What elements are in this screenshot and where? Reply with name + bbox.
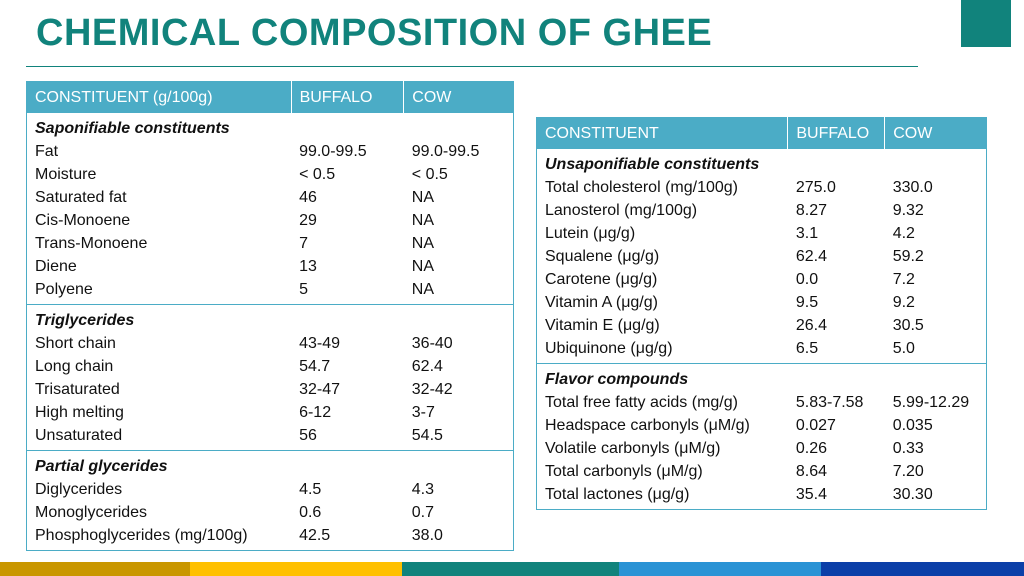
- buffalo-value: 5: [299, 281, 308, 298]
- cow-value: NA: [411, 258, 435, 275]
- table-row: [537, 268, 987, 291]
- table-row: [537, 245, 987, 268]
- buffalo-value: 13: [299, 258, 317, 275]
- footer-stripe-5: [821, 562, 1024, 576]
- saponifiable-composition-table: [26, 81, 514, 551]
- table-section: [537, 364, 987, 510]
- cow-value: 0.7: [411, 504, 435, 521]
- buffalo-value: 6.5: [795, 340, 819, 357]
- cow-value: NA: [411, 189, 435, 206]
- cow-value: NA: [411, 235, 435, 252]
- buffalo-value: 26.4: [795, 317, 827, 334]
- constituent-cell: Long chain: [35, 358, 114, 375]
- constituent-cell: Trisaturated: [35, 381, 120, 398]
- cow-value: 0.035: [892, 417, 933, 434]
- table-row: [537, 199, 987, 222]
- constituent-cell: Moisture: [35, 166, 97, 183]
- section-heading-row: [27, 451, 514, 479]
- table-section: [27, 113, 514, 305]
- buffalo-value: 42.5: [299, 527, 331, 544]
- constituent-cell: Monoglycerides: [35, 504, 148, 521]
- table-row: [537, 314, 987, 337]
- cow-value: 59.2: [892, 248, 924, 265]
- constituent-cell: Lutein (μg/g): [545, 225, 636, 242]
- corner-accent-square: [961, 0, 1011, 47]
- table-row: [27, 424, 514, 451]
- table-row: [27, 209, 514, 232]
- buffalo-value: 0.027: [795, 417, 836, 434]
- constituent-cell: Ubiquinone (μg/g): [545, 340, 673, 357]
- constituent-cell: Lanosterol (mg/100g): [545, 202, 698, 219]
- table-section: [537, 149, 987, 364]
- constituent-cell: Total lactones (μg/g): [545, 486, 690, 503]
- buffalo-value: < 0.5: [299, 166, 336, 183]
- buffalo-value: 99.0-99.5: [299, 143, 367, 160]
- constituent-cell: Vitamin A (μg/g): [545, 294, 658, 311]
- cow-value: 3-7: [411, 404, 435, 421]
- cow-value: 32-42: [411, 381, 453, 398]
- cow-value: 30.30: [892, 486, 933, 503]
- cow-value: 4.3: [411, 481, 435, 498]
- buffalo-value: 35.4: [795, 486, 827, 503]
- cow-value: 9.32: [892, 202, 924, 219]
- constituent-cell: High melting: [35, 404, 124, 421]
- table-row: [537, 437, 987, 460]
- buffalo-value: 8.64: [795, 463, 827, 480]
- table-row: [27, 278, 514, 305]
- table-header-row: [537, 118, 987, 150]
- header-cow: COW: [404, 82, 514, 114]
- buffalo-value: 9.5: [795, 294, 819, 311]
- buffalo-value: 4.5: [299, 481, 322, 498]
- buffalo-value: 0.0: [795, 271, 819, 288]
- section-heading: Triglycerides: [27, 305, 514, 333]
- buffalo-value: 29: [299, 212, 317, 229]
- table-row: [27, 524, 514, 551]
- constituent-cell: Short chain: [35, 335, 116, 352]
- footer-stripe-2: [190, 562, 402, 576]
- table-row: [537, 483, 987, 510]
- table-row: [537, 176, 987, 199]
- buffalo-value: 46: [299, 189, 317, 206]
- buffalo-value: 8.27: [795, 202, 827, 219]
- buffalo-value: 5.83-7.58: [795, 394, 864, 411]
- table-row: [537, 414, 987, 437]
- constituent-cell: Volatile carbonyls (μM/g): [545, 440, 721, 457]
- buffalo-value: 0.26: [795, 440, 827, 457]
- buffalo-value: 6-12: [299, 404, 332, 421]
- table-row: [27, 378, 514, 401]
- cow-value: 38.0: [411, 527, 443, 544]
- table-row: [27, 186, 514, 209]
- buffalo-value: 7: [299, 235, 308, 252]
- unsaponifiable-composition-table: [536, 117, 987, 510]
- constituent-cell: Vitamin E (μg/g): [545, 317, 660, 334]
- cow-value: 4.2: [892, 225, 915, 242]
- constituent-cell: Carotene (μg/g): [545, 271, 658, 288]
- buffalo-value: 54.7: [299, 358, 331, 375]
- table-row: [537, 391, 987, 414]
- constituent-cell: Saturated fat: [35, 189, 127, 206]
- cow-value: 330.0: [892, 179, 933, 196]
- table-row: [537, 291, 987, 314]
- table-section: [27, 305, 514, 451]
- constituent-cell: Cis-Monoene: [35, 212, 131, 229]
- cow-value: 7.2: [892, 271, 915, 288]
- buffalo-value: 62.4: [795, 248, 827, 265]
- buffalo-value: 32-47: [299, 381, 340, 398]
- constituent-cell: Unsaturated: [35, 427, 123, 444]
- cow-value: 54.5: [411, 427, 443, 444]
- header-constituent: CONSTITUENT (g/100g): [27, 82, 292, 114]
- footer-stripe-4: [619, 562, 821, 576]
- header-buffalo: BUFFALO: [788, 118, 885, 150]
- section-heading: Saponifiable constituents: [35, 120, 230, 137]
- table-row: [27, 332, 514, 355]
- footer-stripe-3: [402, 562, 619, 576]
- cow-value: 62.4: [411, 358, 443, 375]
- table-row: [537, 460, 987, 483]
- section-heading-row: [537, 149, 987, 176]
- section-heading-row: [27, 113, 514, 140]
- table-row: [27, 232, 514, 255]
- header-buffalo: BUFFALO: [291, 82, 404, 114]
- cow-value: 7.20: [892, 463, 924, 480]
- table-row: [537, 337, 987, 364]
- cow-value: 5.99-12.29: [892, 394, 970, 411]
- constituent-cell: Polyene: [35, 281, 93, 298]
- table-row: [27, 501, 514, 524]
- buffalo-value: 56: [299, 427, 317, 444]
- header-constituent: CONSTITUENT: [537, 118, 788, 150]
- buffalo-value: 3.1: [795, 225, 819, 242]
- table-row: [27, 478, 514, 501]
- table-row: [27, 355, 514, 378]
- cow-value: NA: [411, 212, 435, 229]
- table-row: [27, 163, 514, 186]
- header-cow: COW: [885, 118, 987, 150]
- title-divider: [26, 66, 918, 67]
- constituent-cell: Headspace carbonyls (μM/g): [545, 417, 750, 434]
- section-heading: Unsaponifiable constituents: [545, 156, 760, 173]
- buffalo-value: 43-49: [299, 335, 340, 352]
- constituent-cell: Fat: [35, 143, 59, 160]
- cow-value: 99.0-99.5: [411, 143, 480, 160]
- cow-value: 0.33: [892, 440, 924, 457]
- cow-value: 36-40: [411, 335, 453, 352]
- table-row: [27, 401, 514, 424]
- table-row: [27, 255, 514, 278]
- table-row: [27, 140, 514, 163]
- cow-value: 9.2: [892, 294, 915, 311]
- section-heading-row: [537, 364, 987, 392]
- cow-value: 5.0: [892, 340, 915, 357]
- table-row: [537, 222, 987, 245]
- constituent-cell: Total cholesterol (mg/100g): [545, 179, 738, 196]
- cow-value: < 0.5: [411, 166, 448, 183]
- constituent-cell: Diglycerides: [35, 481, 123, 498]
- constituent-cell: Trans-Monoene: [35, 235, 148, 252]
- page-title: CHEMICAL COMPOSITION OF GHEE: [36, 12, 713, 54]
- constituent-cell: Squalene (μg/g): [545, 248, 660, 265]
- section-heading: Partial glycerides: [27, 451, 514, 479]
- buffalo-value: 275.0: [795, 179, 836, 196]
- section-heading: Flavor compounds: [537, 364, 987, 392]
- constituent-cell: Phosphoglycerides (mg/100g): [35, 527, 248, 544]
- constituent-cell: Diene: [35, 258, 77, 275]
- table-header-row: [27, 82, 514, 114]
- cow-value: NA: [411, 281, 435, 298]
- constituent-cell: Total free fatty acids (mg/g): [545, 394, 738, 411]
- buffalo-value: 0.6: [299, 504, 322, 521]
- footer-stripe-1: [0, 562, 190, 576]
- table-section: [27, 451, 514, 551]
- section-heading-row: [27, 305, 514, 333]
- constituent-cell: Total carbonyls (μM/g): [545, 463, 703, 480]
- cow-value: 30.5: [892, 317, 924, 334]
